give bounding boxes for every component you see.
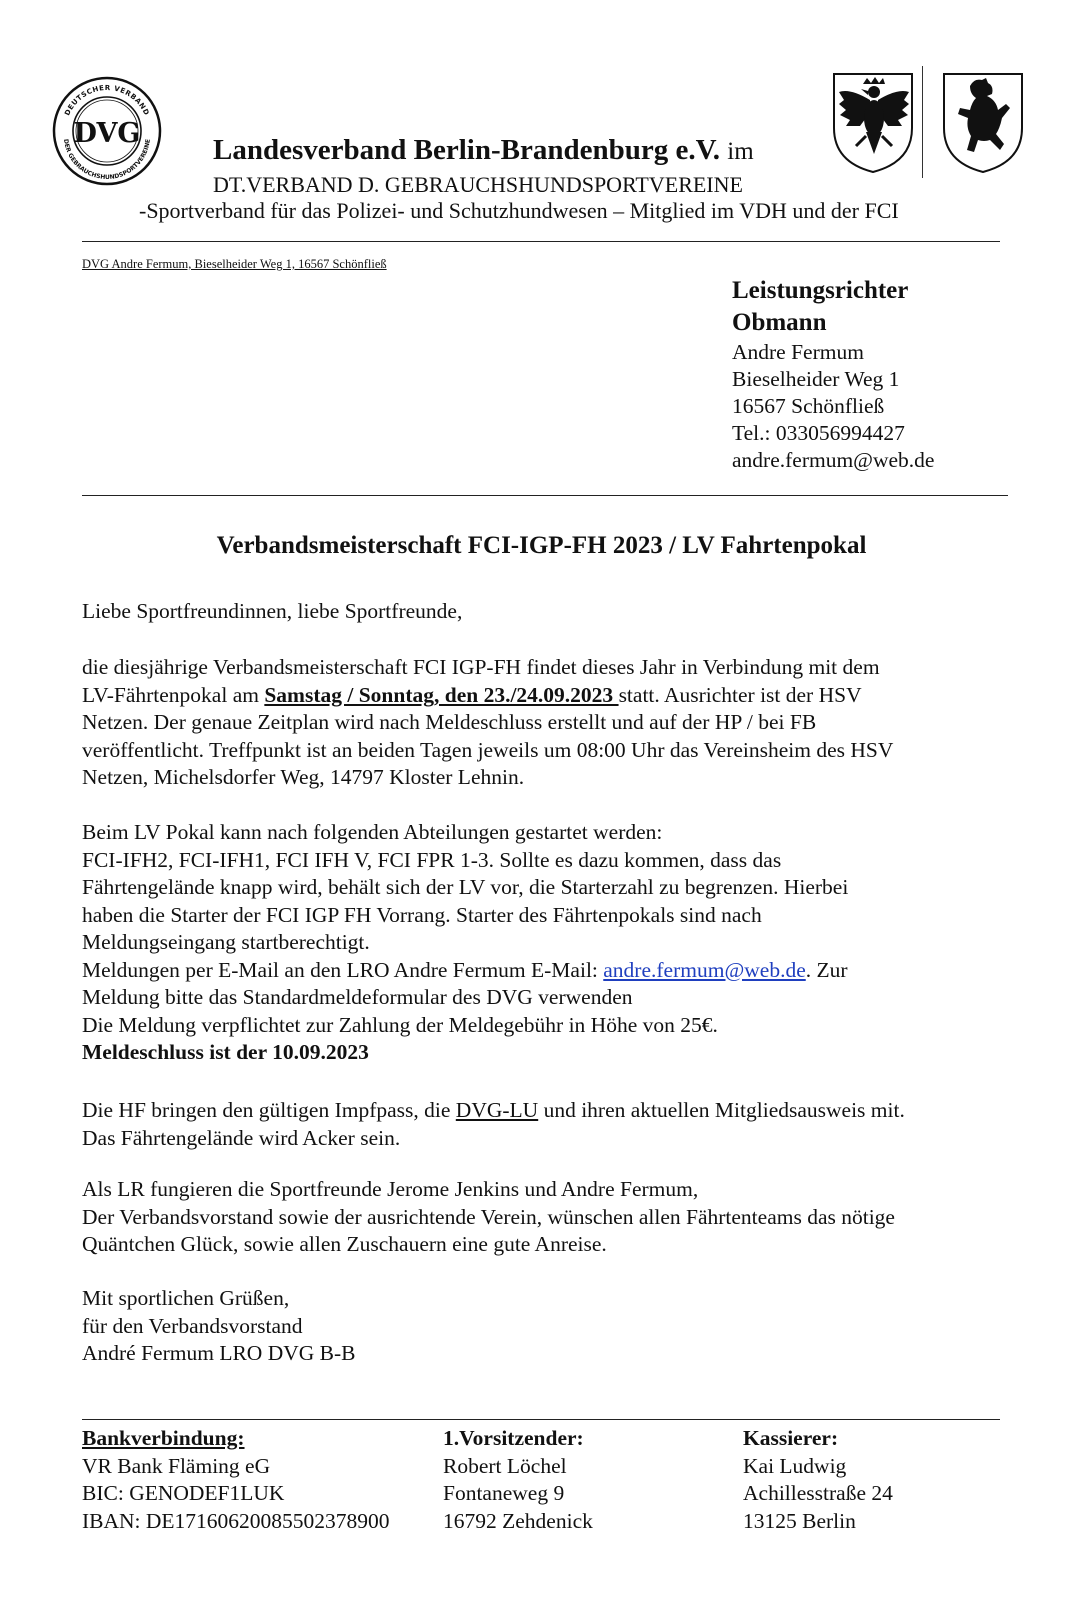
closing-line: Mit sportlichen Grüßen, [82,1286,290,1310]
paragraph-line: Der Verbandsvorstand sowie der ausrichtende Verein, wünschen allen Fährtenteams das nötige [82,1204,895,1229]
footer-treasurer-line: Achillesstraße 24 [743,1481,893,1505]
text-segment: LV-Fährtenpokal am [82,682,265,707]
contact-street: Bieselheider Weg 1 [732,367,900,391]
logo-ring-text-bottom: DER GEBRAUCHSHUNDSPORTVEREINE [62,138,152,182]
document-title: Verbandsmeisterschaft FCI-IGP-FH 2023 / LV Fahrtenpokal [216,532,867,559]
paragraph-line: die diesjährige Verbandsmeisterschaft FCI IGP-FH findet dieses Jahr in Verbindung mit dem [82,655,880,679]
logo-ring-text-top: DEUTSCHER VERBAND [63,83,151,117]
paragraph-line: veröffentlicht. Treffpunkt ist an beiden Tagen jeweils um 08:00 Uhr das Vereinsheim des HSV [82,737,894,762]
header-divider [82,241,1000,242]
paragraph-line: Fährtengelände knapp wird, behält sich der LV vor, die Starterzahl zu begrenzen. Hierbei [82,875,849,899]
paragraph-requirements [82,1097,905,1152]
footer-bank [82,1425,390,1535]
paragraph-registration [82,819,848,1067]
footer-treasurer [743,1425,893,1535]
paragraph-line: Netzen, Michelsdorfer Weg, 14797 Kloster Lehnin. [82,765,525,789]
footer-chair-heading: 1.Vorsitzender: [443,1426,584,1450]
footer-divider [82,1419,1000,1420]
brandenburg-eagle-coat-of-arms-icon [830,70,916,174]
logo-monogram: DVG [73,118,141,149]
text-segment: statt. Ausrichter ist der HSV [618,682,862,707]
footer-bank-line: IBAN: DE17160620085502378900 [82,1508,390,1533]
closing-signature: André Fermum LRO DVG B-B [82,1341,356,1365]
contact-role-1: Leistungsrichter [732,277,909,304]
paragraph-line: haben die Starter der FCI IGP FH Vorrang. Starter des Fährtenpokals sind nach [82,902,762,927]
berlin-bear-coat-of-arms-icon [940,70,1026,174]
salutation: Liebe Sportfreundinnen, liebe Sportfreunde, [82,599,463,623]
paragraph-line: Meldungseingang startberechtigt. [82,930,370,954]
text-segment: und ihren aktuellen Mitgliedsausweis mit. [538,1098,905,1122]
paragraph-line: Meldung bitte das Standardmeldeformular des DVG verwenden [82,985,633,1009]
paragraph-line: Das Fährtengelände wird Acker sein. [82,1125,401,1150]
contact-name: Andre Fermum [732,340,864,364]
footer-bank-line: VR Bank Fläming eG [82,1453,271,1478]
footer-bank-heading: Bankverbindung: [82,1426,245,1450]
footer-treasurer-line: Kai Ludwig [743,1453,847,1478]
footer-chair [443,1425,593,1535]
text-segment: . Zur [805,957,848,982]
closing [82,1285,356,1368]
paragraph-line [82,957,848,985]
paragraph-line: Netzen. Der genaue Zeitplan wird nach Meldeschluss erstellt und auf der HP / bei FB [82,710,817,734]
coat-divider [922,66,923,178]
paragraph-line: Quäntchen Glück, sowie allen Zuschauern eine gute Anreise. [82,1232,607,1256]
registration-deadline: Meldeschluss ist der 10.09.2023 [82,1040,369,1064]
footer-chair-line: 16792 Zehdenick [443,1508,593,1533]
org-name-suffix: im [727,138,754,165]
org-name-bold: Landesverband Berlin-Brandenburg e.V. [213,134,721,166]
contact-city: 16567 Schönfließ [732,394,885,418]
paragraph-judges [82,1176,895,1259]
address-divider [82,495,1008,496]
contact-phone: Tel.: 033056994427 [732,421,905,445]
dvg-lu-text: DVG-LU [455,1098,539,1122]
event-date: Samstag / Sonntag, den 23./24.09.2023 [264,682,619,707]
closing-line: für den Verbandsvorstand [82,1313,303,1338]
footer-chair-line: Fontaneweg 9 [443,1481,565,1505]
footer-chair-line: Robert Löchel [443,1453,567,1478]
paragraph-line: Als LR fungieren die Sportfreunde Jerome Jenkins und Andre Fermum, [82,1177,699,1201]
footer-treasurer-line: 13125 Berlin [743,1508,856,1533]
paragraph-line: FCI-IFH2, FCI-IFH1, FCI IFH V, FCI FPR 1-3. Sollte es dazu kommen, dass das [82,847,782,872]
paragraph-line: Beim LV Pokal kann nach folgenden Abteilungen gestartet werden: [82,820,663,844]
dvg-logo [52,76,162,186]
org-name [213,134,754,167]
paragraph-line: Die Meldung verpflichtet zur Zahlung der Meldegebühr in Höhe von 25€. [82,1012,718,1037]
contact-block [732,275,934,474]
footer-bank-line: BIC: GENODEF1LUK [82,1481,285,1505]
org-subtitle-2: -Sportverband für das Polizei- und Schutzhundwesen – Mitglied im VDH und der FCI [139,198,899,223]
footer-treasurer-heading: Kassierer: [743,1426,839,1450]
contact-email: andre.fermum@web.de [732,448,935,472]
paragraph-line [82,1097,905,1125]
contact-role-2: Obmann [732,309,827,336]
sender-line: DVG Andre Fermum, Bieselheider Weg 1, 16567 Schönfließ [82,257,387,271]
text-segment: Die HF bringen den gültigen Impfpass, die [82,1098,456,1122]
paragraph-event [82,654,893,792]
email-link[interactable]: andre.fermum@web.de [603,957,806,982]
paragraph-line [82,682,893,710]
text-segment: Meldungen per E-Mail an den LRO Andre Fermum E-Mail: [82,957,604,982]
org-subtitle-1: DT.VERBAND D. GEBRAUCHSHUNDSPORTVEREINE [213,172,743,197]
